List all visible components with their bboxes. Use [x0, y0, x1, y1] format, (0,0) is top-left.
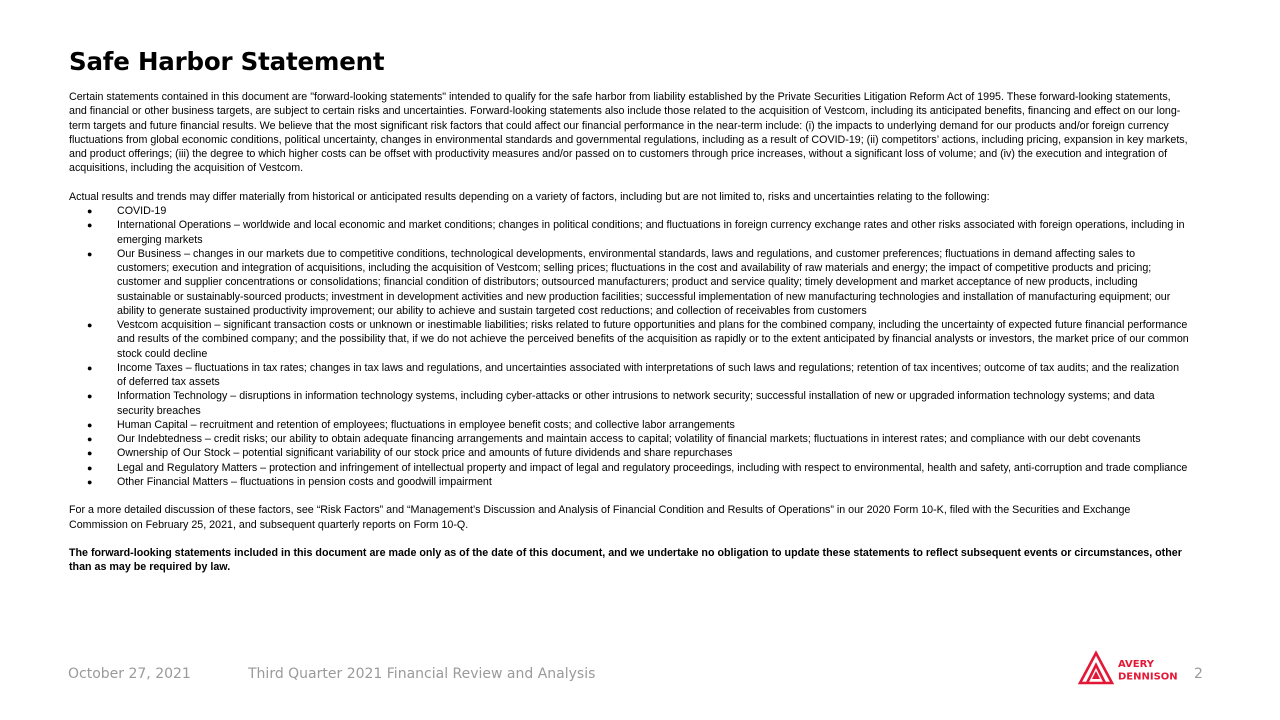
risk-factor-list — [69, 204, 1189, 489]
intro-paragraph: Certain statements contained in this document are "forward-looking statements" intended to qualify for the safe harbor from liability established by the Private Securities Litigation Reform Act of 1995. These forward-looking statements, and financial or other business targets, are subject to certain risks and uncertainties. Forward-looking statements also include those related to the acquisition of Vestcom, including its anticipated benefits, financing and effect on our long-term targets and future financial results. We believe that the most significant risk factors that could affect our financial performance in the near-term include: (i) the impacts to underlying demand for our products and/or foreign currency fluctuations from global economic conditions, political uncertainty, changes in environmental standards and governmental regulations, including as a result of COVID-19; (ii) competitors’ actions, including pricing, expansion in key markets, and product offerings; (iii) the degree to which higher costs can be offset with productivity measures and/or passed on to customers through price increases, without a significant loss of volume; and (iv) the execution and integration of acquisitions, including the acquisition of Vestcom. — [69, 91, 1188, 175]
bullet-icon: ● — [87, 320, 93, 330]
list-item — [69, 389, 1189, 418]
list-item — [69, 418, 1189, 432]
list-item — [69, 204, 1189, 218]
bullet-icon: ● — [87, 419, 93, 430]
list-item-text: Our Business – changes in our markets due to competitive conditions, technological developments, environmental standards, laws and regulations, and customer preferences; fluctuations in demand affecting sales to customers; execution and integration of acquisitions, including the acquisition of Vestcom; selling prices; fluctuations in the cost and availability of raw materials and energy; the impact of competitive products and pricing; customer and supplier concentrations or consolidations; financial condition of distributors; outsourced manufacturers; product and service quality; timely development and market acceptance of new products, including sustainable or sustainably-sourced products; investment in development activities and new production facilities; successful implementation of new manufacturing technologies and installation of manufacturing equipment; our ability to generate sustained productivity improvement; our ability to achieve and sustain targeted cost reductions; and collection of receivables from customers — [117, 247, 1171, 317]
list-item — [69, 318, 1189, 361]
bullet-icon: ● — [87, 448, 93, 459]
body-content — [69, 90, 1189, 575]
bullet-icon: ● — [87, 220, 93, 231]
bullet-icon: ● — [87, 391, 93, 402]
bullet-icon: ● — [87, 476, 93, 487]
footer-date: October 27, 2021 — [68, 666, 191, 682]
logo-text-line1: AVERY — [1118, 659, 1155, 670]
list-item-text: Ownership of Our Stock – potential significant variability of our stock price and amounts of future dividends and share repurchases — [117, 447, 733, 460]
closing-statement: The forward-looking statements included in this document are made only as of the date of this document, and we undertake no obligation to update these statements to reflect subsequent events or circumstances, other than as may be required by law. — [69, 547, 1182, 574]
list-item-text: Income Taxes – fluctuations in tax rates; changes in tax laws and regulations, and uncertainties associated with interpretations of such laws and regulations; retention of tax incentives; outcome of tax audits; and the realization of deferred tax assets — [117, 361, 1180, 388]
paragraph-spacer — [69, 489, 1189, 503]
page-number: 2 — [1194, 666, 1203, 682]
list-item — [69, 218, 1189, 247]
page-title: Safe Harbor Statement — [69, 47, 385, 76]
paragraph-spacer — [69, 176, 1189, 190]
company-logo — [1078, 650, 1182, 686]
bullet-icon: ● — [87, 434, 93, 444]
list-item — [69, 432, 1189, 446]
list-item — [69, 475, 1189, 489]
list-item — [69, 461, 1189, 475]
paragraph-spacer — [69, 532, 1189, 546]
list-item-text: Human Capital – recruitment and retention of employees; fluctuations in employee benefit costs; and collective labor arrangements — [117, 418, 735, 431]
bullet-icon: ● — [87, 362, 93, 373]
list-item-text: COVID-19 — [117, 205, 167, 217]
list-item-text: Legal and Regulatory Matters – protection and infringement of intellectual property and impact of legal and regulatory proceedings, including with respect to environmental, health and safety, anti-corruption and trade compliance — [117, 461, 1188, 474]
list-item-text: International Operations – worldwide and local economic and market conditions; changes in political conditions; and fluctuations in foreign currency exchange rates and other risks associated with foreign operations, including in emerging markets — [117, 219, 1185, 246]
bullet-icon: ● — [87, 206, 93, 216]
list-item-text: Other Financial Matters – fluctuations in pension costs and goodwill impairment — [117, 475, 492, 488]
list-item-text: Information Technology – disruptions in information technology systems, including cyber-attacks or other intrusions to network security; successful installation of new or upgraded information technology systems; and data security breaches — [117, 390, 1155, 417]
list-intro: Actual results and trends may differ materially from historical or anticipated results depending on a variety of factors, including but are not limited to, risks and uncertainties relating to the following: — [69, 190, 990, 203]
bullet-icon: ● — [87, 248, 93, 259]
list-item — [69, 446, 1189, 460]
detail-paragraph: For a more detailed discussion of these factors, see “Risk Factors” and “Management’s Discussion and Analysis of Financial Condition and Results of Operations” in our 2020 Form 10-K, filed with the Securities and Exchange Commission on February 25, 2021, and subsequent quarterly reports on Form 10-Q. — [69, 504, 1131, 531]
logo-text-line2: DENNISON — [1118, 671, 1178, 683]
bullet-icon: ● — [87, 462, 93, 473]
list-item-text: Our Indebtedness – credit risks; our ability to obtain adequate financing arrangements and maintain access to capital; volatility of financial markets; fluctuations in interest rates; and compliance with our debt covenants — [117, 433, 1141, 445]
list-item — [69, 361, 1189, 390]
footer-title: Third Quarter 2021 Financial Review and Analysis — [248, 666, 596, 682]
list-item-text: Vestcom acquisition – significant transaction costs or unknown or inestimable liabilities; risks related to future opportunities and plans for the combined company, including the uncertainty of expected future financial performance and results of the combined company; and the possibility that, if we do not achieve the perceived benefits of the acquisition as rapidly or to the extent anticipated by financial analysts or investors, the market price of our common stock could decline — [117, 319, 1189, 360]
list-item — [69, 247, 1189, 318]
avery-dennison-logo-icon — [1078, 650, 1182, 686]
